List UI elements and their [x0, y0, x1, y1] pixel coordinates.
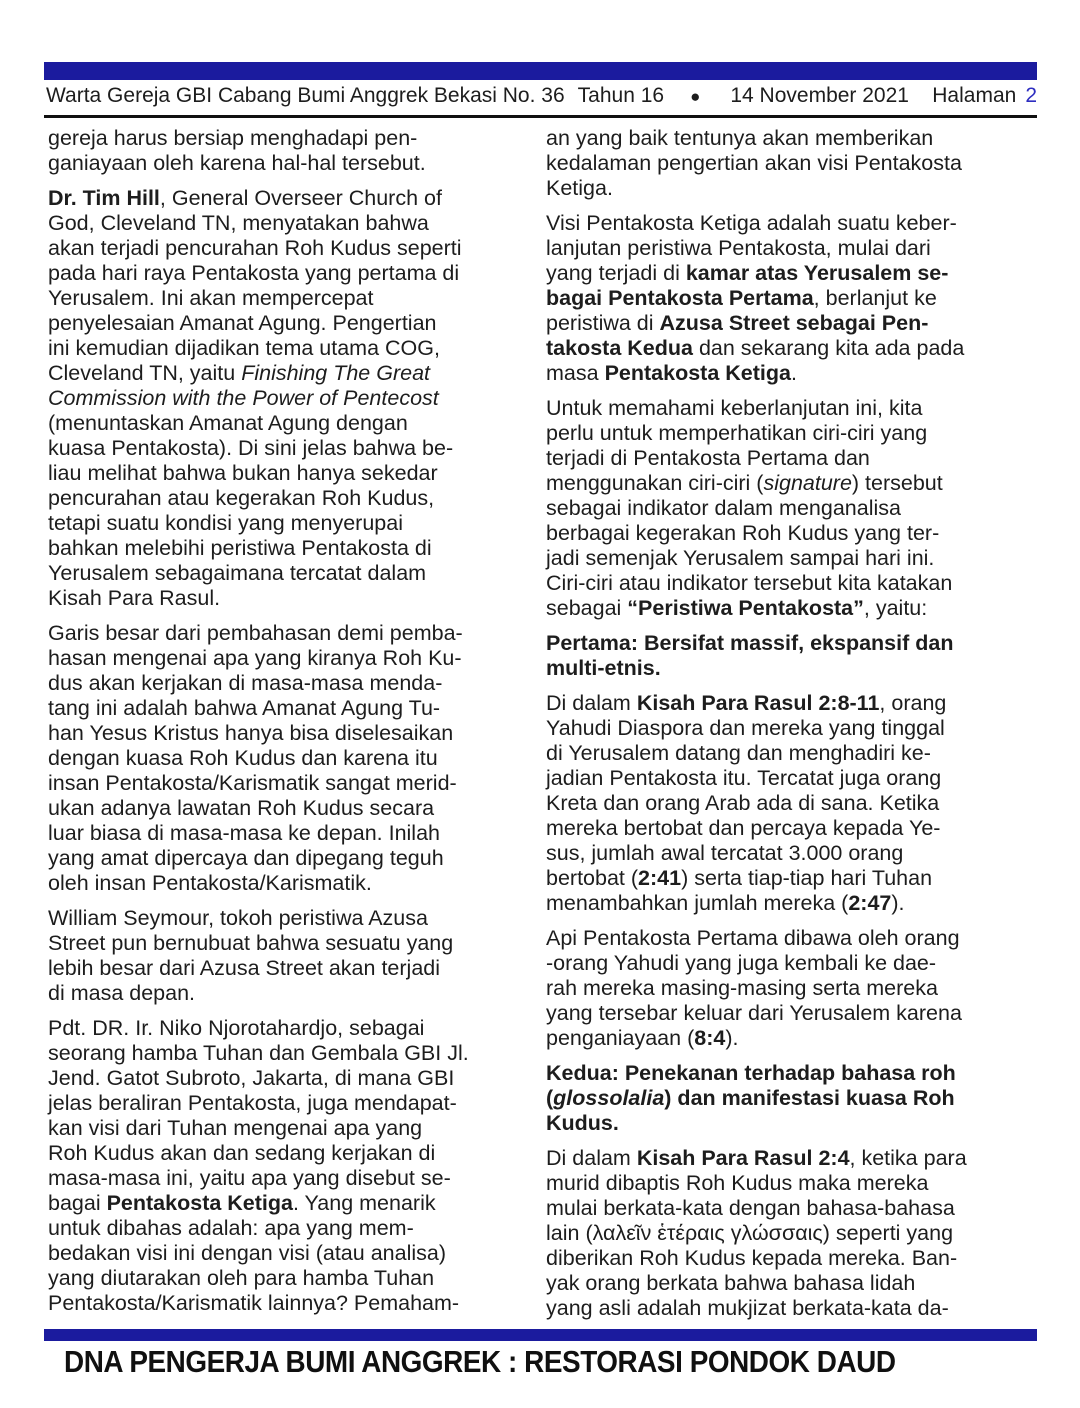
paragraph	[546, 631, 1038, 681]
text-line: -orang Yahudi yang juga kembali ke dae-	[546, 951, 937, 975]
bottom-accent-bar	[44, 1329, 1037, 1341]
text-line: takosta Kedua dan sekarang kita ada pada	[546, 336, 965, 360]
text-line: yak orang berkata bahwa bahasa lidah	[546, 1271, 916, 1295]
paragraph	[48, 621, 527, 896]
text-line: yang tersebar keluar dari Yerusalem karena	[546, 1001, 962, 1025]
paragraph	[546, 126, 1038, 201]
paragraph	[48, 186, 527, 611]
text-line: William Seymour, tokoh peristiwa Azusa	[48, 906, 428, 930]
paragraph	[546, 926, 1038, 1051]
text-line: bahkan melebihi peristiwa Pentakosta di	[48, 536, 432, 560]
text-line: seorang hamba Tuhan dan Gembala GBI Jl.	[48, 1041, 469, 1065]
text-line: ganiayaan oleh karena hal-hal tersebut.	[48, 151, 426, 175]
text-line: penyelesaian Amanat Agung. Pengertian	[48, 311, 437, 335]
text-line: yang amat dipercaya dan dipegang teguh	[48, 846, 444, 870]
text-line: kuasa Pentakosta). Di sini jelas bahwa be-	[48, 436, 454, 460]
text-line: Garis besar dari pembahasan demi pemba-	[48, 621, 463, 645]
header-issue: Warta Gereja GBI Cabang Bumi Anggrek Bekasi No. 36	[46, 84, 565, 107]
text-line: bertobat (2:41) serta tiap-tiap hari Tuhan	[546, 866, 933, 890]
text-line: perlu untuk memperhatikan ciri-ciri yang	[546, 421, 928, 445]
header-year: Tahun 16	[577, 84, 665, 107]
text-line: sebagai “Peristiwa Pentakosta”, yaitu:	[546, 596, 928, 620]
paragraph	[48, 1016, 527, 1316]
text-line: berbagai kegerakan Roh Kudus yang ter-	[546, 521, 940, 545]
text-line: tang ini adalah bahwa Amanat Agung Tu-	[48, 696, 441, 720]
text-line: kedalaman pengertian akan visi Pentakosta	[546, 151, 962, 175]
text-line: Jend. Gatot Subroto, Jakarta, di mana GBI	[48, 1066, 455, 1090]
text-line: murid dibaptis Roh Kudus maka mereka	[546, 1171, 929, 1195]
text-line: an yang baik tentunya akan memberikan	[546, 126, 934, 150]
text-line: tetapi suatu kondisi yang menyerupai	[48, 511, 403, 535]
paragraph	[546, 691, 1038, 916]
text-line: Commission with the Power of Pentecost	[48, 386, 439, 410]
text-line: bagai Pentakosta Ketiga. Yang menarik	[48, 1191, 436, 1215]
text-line: Ketiga.	[546, 176, 613, 200]
paragraph	[48, 126, 527, 176]
text-line: dus akan kerjakan di masa-masa menda-	[48, 671, 443, 695]
top-accent-bar	[44, 62, 1037, 80]
text-line: Pentakosta/Karismatik lainnya? Pemaham-	[48, 1291, 460, 1315]
text-line: God, Cleveland TN, menyatakan bahwa	[48, 211, 429, 235]
text-line: Untuk memahami keberlanjutan ini, kita	[546, 396, 923, 420]
text-line: Pdt. DR. Ir. Niko Njorotahardjo, sebagai	[48, 1016, 425, 1040]
page-number: 2	[1025, 84, 1037, 107]
text-line: Api Pentakosta Pertama dibawa oleh orang	[546, 926, 960, 950]
text-line: masa Pentakosta Ketiga.	[546, 361, 797, 385]
text-line: yang asli adalah mukjizat berkata-kata da-	[546, 1296, 949, 1320]
text-line: oleh insan Pentakosta/Karismatik.	[48, 871, 372, 895]
text-line: di Yerusalem datang dan menghadiri ke-	[546, 741, 931, 765]
text-line: hasan mengenai apa yang kiranya Roh Ku-	[48, 646, 462, 670]
text-line: Kudus.	[546, 1111, 619, 1135]
text-line: lanjutan peristiwa Pentakosta, mulai dari	[546, 236, 931, 260]
paragraph	[546, 1146, 1038, 1321]
text-line: mulai berkata-kata dengan bahasa-bahasa	[546, 1196, 955, 1220]
text-line: Roh Kudus akan dan sedang kerjakan di	[48, 1141, 436, 1165]
header-date: 14 November 2021	[730, 84, 909, 107]
text-line: (menuntaskan Amanat Agung dengan	[48, 411, 408, 435]
newsletter-header	[46, 84, 1037, 114]
text-line: akan terjadi pencurahan Roh Kudus seperti	[48, 236, 462, 260]
footer-title: DNA PENGERJA BUMI ANGGREK : RESTORASI PONDOK DAUD	[64, 1344, 896, 1379]
text-line: pada hari raya Pentakosta yang pertama di	[48, 261, 460, 285]
column-right	[546, 126, 1038, 1331]
text-line: liau melihat bahwa bukan hanya sekedar	[48, 461, 438, 485]
text-line: gereja harus bersiap menghadapi pen-	[48, 126, 418, 150]
text-line: ukan adanya lawatan Roh Kudus secara	[48, 796, 435, 820]
page-label: Halaman	[932, 84, 1017, 107]
text-line: Di dalam Kisah Para Rasul 2:4, ketika para	[546, 1146, 967, 1170]
text-line: di masa depan.	[48, 981, 196, 1005]
text-line: peristiwa di Azusa Street sebagai Pen-	[546, 311, 929, 335]
text-line: Kisah Para Rasul.	[48, 586, 221, 610]
paragraph	[546, 211, 1038, 386]
text-line: Yerusalem sebagaimana tercatat dalam	[48, 561, 427, 585]
bullet-separator-icon: ●	[690, 87, 701, 106]
text-line: yang terjadi di kamar atas Yerusalem se-	[546, 261, 949, 285]
text-line: masa-masa ini, yaitu apa yang disebut se-	[48, 1166, 451, 1190]
text-line: dengan kuasa Roh Kudus dan karena itu	[48, 746, 438, 770]
text-line: pencurahan atau kegerakan Roh Kudus,	[48, 486, 435, 510]
text-line: menggunakan ciri-ciri (signature) tersebut	[546, 471, 943, 495]
text-line: Pertama: Bersifat massif, ekspansif dan	[546, 631, 954, 655]
text-line: sus, jumlah awal tercatat 3.000 orang	[546, 841, 904, 865]
text-line: Yerusalem. Ini akan mempercepat	[48, 286, 374, 310]
text-line: luar biasa di masa-masa ke depan. Inilah	[48, 821, 440, 845]
text-line: Kreta dan orang Arab ada di sana. Ketika	[546, 791, 940, 815]
text-line: penganiayaan (8:4).	[546, 1026, 739, 1050]
text-line: rah mereka masing-masing serta mereka	[546, 976, 938, 1000]
header-rule	[44, 115, 1037, 118]
paragraph	[546, 1061, 1038, 1136]
text-line: han Yesus Kristus hanya bisa diselesaikan	[48, 721, 454, 745]
text-line: Di dalam Kisah Para Rasul 2:8-11, orang	[546, 691, 947, 715]
text-line: diberikan Roh Kudus kepada mereka. Ban-	[546, 1246, 958, 1270]
text-line: menambahkan jumlah mereka (2:47).	[546, 891, 905, 915]
text-line: yang diutarakan oleh para hamba Tuhan	[48, 1266, 435, 1290]
text-line: multi-etnis.	[546, 656, 661, 680]
text-line: Dr. Tim Hill, General Overseer Church of	[48, 186, 442, 210]
text-line: untuk dibahas adalah: apa yang mem-	[48, 1216, 414, 1240]
text-line: bedakan visi ini dengan visi (atau analisa)	[48, 1241, 446, 1265]
text-line: jadian Pentakosta itu. Tercatat juga orang	[546, 766, 942, 790]
text-line: terjadi di Pentakosta Pertama dan	[546, 446, 870, 470]
paragraph	[546, 396, 1038, 621]
text-line: sebagai indikator dalam menganalisa	[546, 496, 901, 520]
paragraph	[48, 906, 527, 1006]
text-line: (glossolalia) dan manifestasi kuasa Roh	[546, 1086, 955, 1110]
column-left	[48, 126, 527, 1331]
text-line: lain (λαλεῖν ἑτέραις γλώσσαις) seperti yang	[546, 1221, 954, 1245]
text-line: lebih besar dari Azusa Street akan terjadi	[48, 956, 441, 980]
text-line: insan Pentakosta/Karismatik sangat merid-	[48, 771, 457, 795]
text-line: Yahudi Diaspora dan mereka yang tinggal	[546, 716, 945, 740]
text-line: jadi semenjak Yerusalem sampai hari ini.	[546, 546, 935, 570]
article-body	[48, 126, 1040, 1331]
text-line: Cleveland TN, yaitu Finishing The Great	[48, 361, 431, 385]
text-line: Ciri-ciri atau indikator tersebut kita katakan	[546, 571, 953, 595]
text-line: kan visi dari Tuhan mengenai apa yang	[48, 1116, 423, 1140]
text-line: ini kemudian dijadikan tema utama COG,	[48, 336, 440, 360]
text-line: mereka bertobat dan percaya kepada Ye-	[546, 816, 941, 840]
text-line: Street pun bernubuat bahwa sesuatu yang	[48, 931, 454, 955]
text-line: jelas beraliran Pentakosta, juga mendapat-	[48, 1091, 457, 1115]
text-line: bagai Pentakosta Pertama, berlanjut ke	[546, 286, 937, 310]
text-line: Visi Pentakosta Ketiga adalah suatu keber-	[546, 211, 957, 235]
text-line: Kedua: Penekanan terhadap bahasa roh	[546, 1061, 956, 1085]
